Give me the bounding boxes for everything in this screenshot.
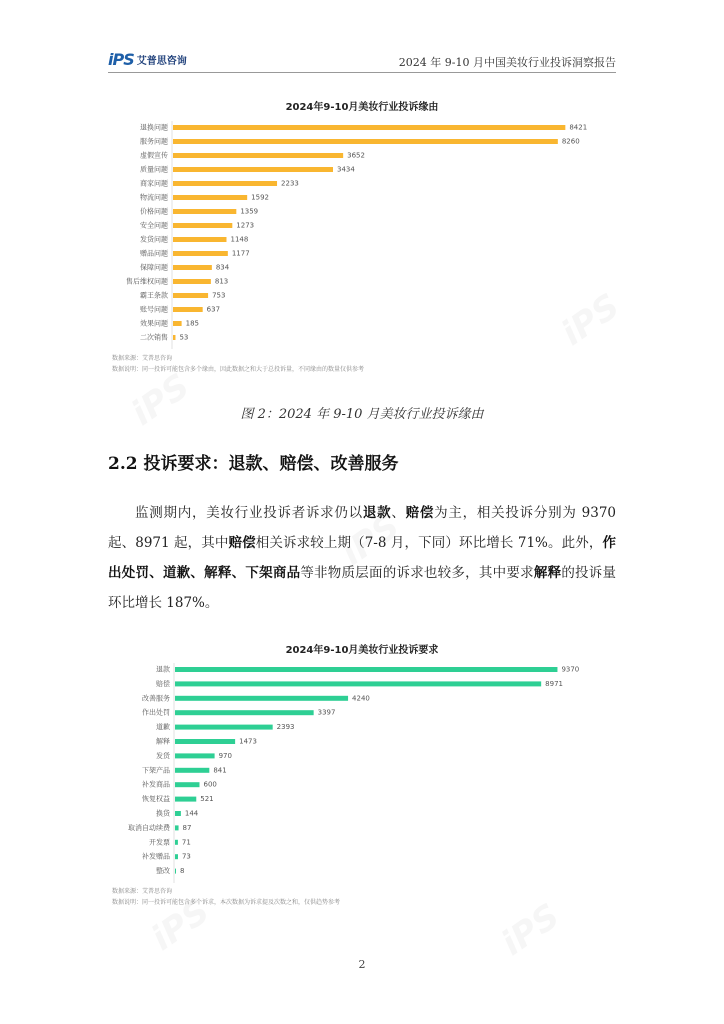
bar xyxy=(173,167,333,172)
category-label: 赠品问题 xyxy=(140,249,168,258)
bar xyxy=(173,125,565,130)
bar xyxy=(173,251,228,256)
category-label: 退款 xyxy=(156,665,170,674)
logo-text: 艾普思咨询 xyxy=(136,56,187,67)
complaint-reasons-chart-svg xyxy=(108,92,616,382)
chart-description-note: 数据说明：同一投诉可能包含多个诉求，本次数据为诉求提及次数之和，仅供趋势参考 xyxy=(112,899,341,906)
category-label: 下架产品 xyxy=(142,766,170,775)
category-label: 账号问题 xyxy=(140,305,168,314)
chart-title: 2024年9-10月美妆行业投诉要求 xyxy=(285,645,439,656)
text-run: 监测期内，美妆行业投诉者诉求仍以 xyxy=(135,505,363,521)
bar xyxy=(175,681,541,686)
figure-caption: 图 2：2024 年 9-10 月美妆行业投诉缘由 xyxy=(240,407,484,422)
text-run: 等非物质层面的诉求也较多，其中要求 xyxy=(300,565,534,581)
bar xyxy=(173,139,558,144)
value-label: 1359 xyxy=(240,207,259,216)
bar xyxy=(173,195,247,200)
category-label: 商家问题 xyxy=(140,179,168,188)
complaint-reasons-chart xyxy=(108,92,616,382)
value-label: 53 xyxy=(179,333,189,342)
bar xyxy=(173,181,277,186)
bold-text: 赔偿 xyxy=(228,535,256,551)
bar xyxy=(173,209,236,214)
value-label: 144 xyxy=(184,809,199,818)
value-label: 9370 xyxy=(561,665,580,674)
category-label: 保障问题 xyxy=(140,263,168,272)
category-label: 服务问题 xyxy=(140,137,168,146)
value-label: 185 xyxy=(185,319,199,328)
bar xyxy=(173,335,175,340)
category-label: 售后维权问题 xyxy=(126,277,168,286)
bar xyxy=(175,696,348,701)
chart-source-note: 数据来源：艾普思咨询 xyxy=(112,355,173,362)
category-label: 虚假宣传 xyxy=(140,151,168,160)
value-label: 2393 xyxy=(276,723,295,732)
category-label: 霸王条款 xyxy=(140,291,168,300)
logo xyxy=(108,50,187,69)
category-label: 补发赠品 xyxy=(142,852,170,861)
value-label: 753 xyxy=(212,291,226,300)
value-label: 71 xyxy=(181,838,191,847)
bar xyxy=(175,768,209,773)
bar xyxy=(175,869,176,874)
value-label: 8971 xyxy=(545,679,563,688)
value-label: 813 xyxy=(214,277,229,286)
value-label: 8 xyxy=(180,867,185,876)
category-label: 开发票 xyxy=(149,838,170,847)
bar xyxy=(175,782,199,787)
bar xyxy=(175,797,196,802)
report-title: 2024 年 9-10 月中国美妆行业投诉洞察报告 xyxy=(398,56,616,69)
value-label: 3434 xyxy=(336,165,355,174)
value-label: 1148 xyxy=(230,235,249,244)
category-label: 退换问题 xyxy=(140,123,168,132)
bar xyxy=(173,321,182,326)
value-label: 1473 xyxy=(239,737,257,746)
text-run: 的投诉量环比增长 187%。 xyxy=(108,565,617,611)
bar xyxy=(173,307,203,312)
bar xyxy=(175,854,178,859)
category-label: 发货 xyxy=(156,751,170,760)
bar xyxy=(173,223,232,228)
chart-description-note: 数据说明：同一投诉可能包含多个缘由，因此数据之和大于总投诉量，不同缘由的数量仅供参考 xyxy=(112,366,365,373)
bar xyxy=(175,725,273,730)
bar xyxy=(175,739,235,744)
value-label: 834 xyxy=(215,263,230,272)
bold-text: 退款 xyxy=(362,505,392,521)
logo-mark: iPS xyxy=(108,50,134,69)
value-label: 600 xyxy=(203,780,217,789)
category-label: 解释 xyxy=(156,737,170,746)
category-label: 取消自动续费 xyxy=(128,823,170,832)
chart-source-note: 数据来源：艾普思咨询 xyxy=(112,888,173,895)
value-label: 4240 xyxy=(352,694,370,703)
value-label: 87 xyxy=(182,823,192,832)
value-label: 970 xyxy=(218,751,232,760)
bold-text: 作出处罚、道歉、解释、下架商品 xyxy=(108,535,616,581)
category-label: 整改 xyxy=(156,867,170,876)
bar xyxy=(175,753,215,758)
bar xyxy=(173,279,211,284)
bold-text: 解释 xyxy=(533,565,562,581)
text-run: 、 xyxy=(391,505,406,521)
section-heading: 2.2 投诉要求：退款、赔偿、改善服务 xyxy=(108,454,399,474)
category-label: 效果问题 xyxy=(140,319,168,328)
value-label: 1273 xyxy=(236,221,255,230)
bar xyxy=(173,237,226,242)
bar xyxy=(175,825,179,830)
complaint-demands-chart-svg xyxy=(108,636,616,910)
category-label: 价格问题 xyxy=(140,207,168,216)
category-label: 恢复权益 xyxy=(142,795,170,804)
chart-title: 2024年9-10月美妆行业投诉缘由 xyxy=(285,102,439,113)
value-label: 521 xyxy=(200,795,214,804)
value-label: 1592 xyxy=(251,193,270,202)
bar xyxy=(175,840,178,845)
category-label: 安全问题 xyxy=(140,221,168,230)
value-label: 73 xyxy=(181,852,191,861)
complaint-demands-chart xyxy=(108,636,616,910)
value-label: 3397 xyxy=(317,708,336,717)
page-header xyxy=(108,48,616,73)
text-run: 为主，相关投诉分别为 9370 起、8971 起，其中 xyxy=(108,505,617,551)
category-label: 作出处罚 xyxy=(142,708,170,717)
category-label: 发货问题 xyxy=(140,235,168,244)
value-label: 1177 xyxy=(231,249,250,258)
bar xyxy=(173,293,208,298)
body-paragraph xyxy=(108,498,616,618)
value-label: 3652 xyxy=(347,151,365,160)
category-label: 二次销售 xyxy=(140,333,168,342)
value-label: 8260 xyxy=(561,137,580,146)
category-label: 补发商品 xyxy=(142,780,170,789)
category-label: 换货 xyxy=(156,809,170,818)
bar xyxy=(175,811,181,816)
bar xyxy=(175,710,314,715)
category-label: 道歉 xyxy=(156,723,170,732)
category-label: 赔偿 xyxy=(156,679,170,688)
value-label: 637 xyxy=(206,305,221,314)
value-label: 841 xyxy=(213,766,227,775)
category-label: 物流问题 xyxy=(140,193,168,202)
page-number: 2 xyxy=(358,958,366,971)
category-label: 改善服务 xyxy=(142,694,170,703)
bold-text: 赔偿 xyxy=(405,505,435,521)
text-run: 相关诉求较上期（7-8 月，下同）环比增长 71%。此外， xyxy=(255,535,603,551)
value-label: 8421 xyxy=(569,123,588,132)
category-label: 质量问题 xyxy=(140,165,168,174)
bar xyxy=(173,265,212,270)
bar xyxy=(175,667,557,672)
value-label: 2233 xyxy=(281,179,299,188)
bar xyxy=(173,153,343,158)
